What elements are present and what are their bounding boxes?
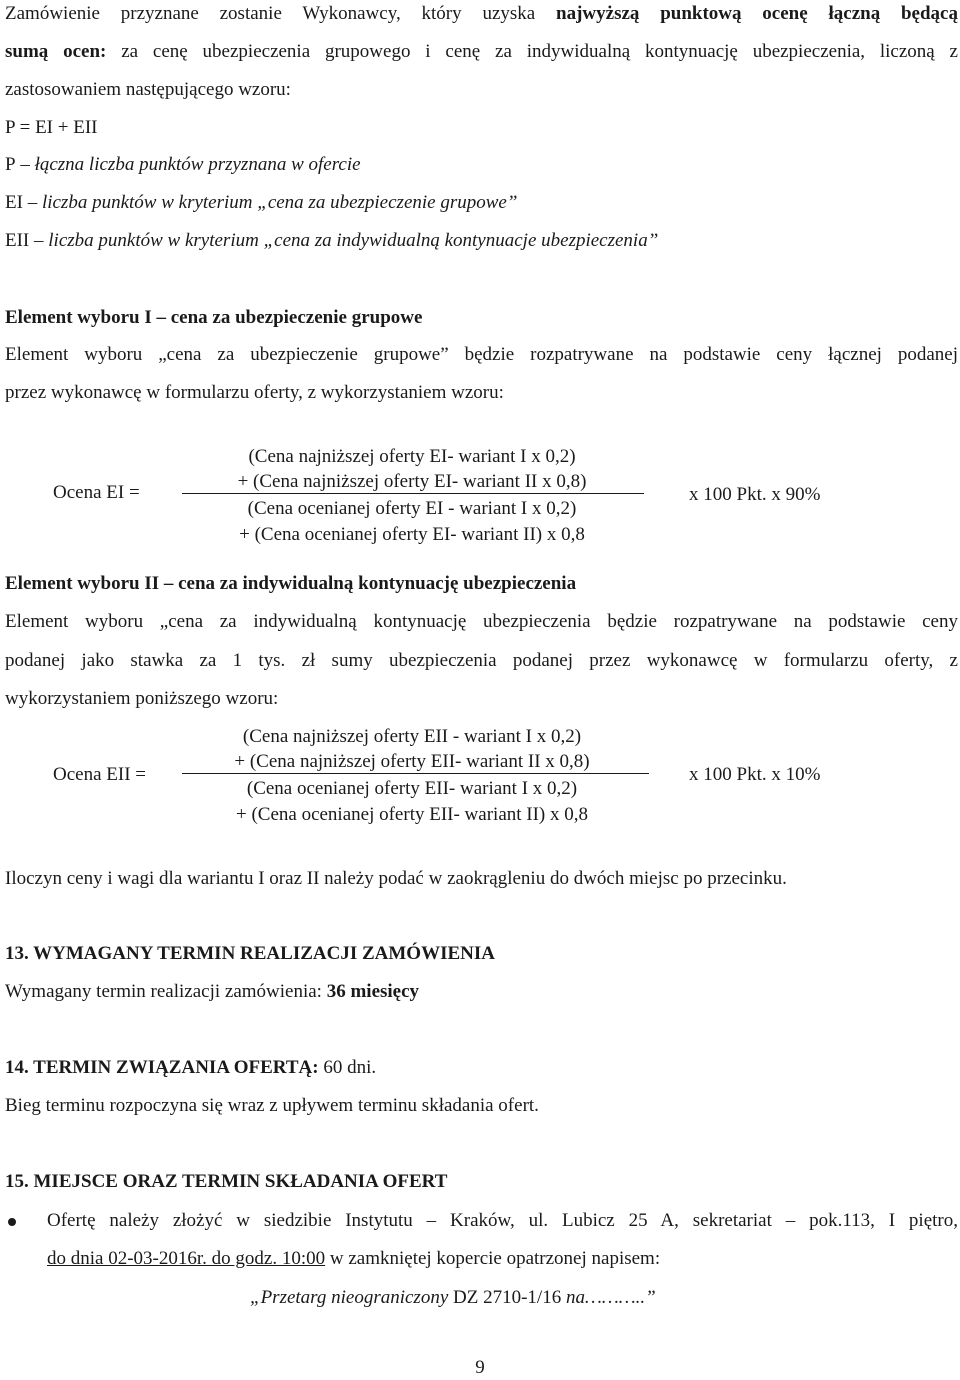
- definition-ei: EI – liczba punktów w kryterium „cena za ubezpieczenie grupowe”: [5, 192, 518, 213]
- formula-eii: [5, 718, 958, 828]
- intro-line-1: Zamówienie przyznane zostanie Wykonawcy, który uzyska najwyższą punktową ocenę łączną będącą: [5, 3, 958, 24]
- formula-ei-fraction-bar: [182, 493, 644, 494]
- element-2-line-3: wykorzystaniem poniższego wzoru:: [5, 688, 279, 709]
- formula-eii-multiplier: x 100 Pkt. x 10%: [689, 764, 821, 785]
- definition-p: P – łączna liczba punktów przyznana w ofercie: [5, 154, 361, 175]
- bullet-icon: [8, 1218, 16, 1226]
- page-number: 9: [475, 1357, 485, 1378]
- formula-eii-denominator-1: (Cena ocenianej oferty EII- wariant I x 0,2): [246, 778, 578, 799]
- section-14-heading: 14. TERMIN ZWIĄZANIA OFERTĄ: 60 dni.: [5, 1057, 377, 1078]
- section-15-quote: „Przetarg nieograniczony DZ 2710-1/16 na………..”: [250, 1287, 656, 1308]
- formula-eii-denominator-2: + (Cena ocenianej oferty EII- wariant II) x 0,8: [235, 804, 589, 825]
- definition-eii: EII – liczba punktów w kryterium „cena za indywidualną kontynuacje ubezpieczenia”: [5, 230, 659, 251]
- element-1-heading: Element wyboru I – cena za ubezpieczenie grupowe: [5, 307, 423, 328]
- element-2-line-2: podanej jako stawka za 1 tys. zł sumy ubezpieczenia podanej przez wykonawcę w formularzu oferty, z: [5, 650, 958, 671]
- formula-ei-numerator-2: + (Cena najniższej oferty EI- wariant II x 0,8): [237, 471, 587, 492]
- section-14-text: Bieg terminu rozpoczyna się wraz z upływem terminu składania ofert.: [5, 1095, 539, 1116]
- formula-ei-multiplier: x 100 Pkt. x 90%: [689, 484, 821, 505]
- formula-eii-numerator-1: (Cena najniższej oferty EII - wariant I x 0,2): [242, 726, 582, 747]
- formula-eii-label: Ocena EII =: [53, 764, 146, 785]
- formula-eii-numerator-2: + (Cena najniższej oferty EII- wariant II x 0,8): [234, 751, 590, 772]
- element-2-heading: Element wyboru II – cena za indywidualną kontynuację ubezpieczenia: [5, 573, 577, 594]
- formula-ei-denominator-2: + (Cena ocenianej oferty EI- wariant II) x 0,8: [239, 524, 585, 545]
- intro-line-3: zastosowaniem następującego wzoru:: [5, 79, 291, 100]
- formula-ei-denominator-1: (Cena ocenianej oferty EI - wariant I x 0,2): [247, 498, 577, 519]
- formula-ei-label: Ocena EI =: [53, 482, 140, 503]
- section-15-bullet-line-2: do dnia 02-03-2016r. do godz. 10:00 w zamkniętej kopercie opatrzonej napisem:: [47, 1248, 661, 1269]
- intro-line-2: sumą ocen: za cenę ubezpieczenia grupowego i cenę za indywidualną kontynuację ubezpieczenia, liczoną z: [5, 41, 958, 62]
- section-15-bullet-line-1: Ofertę należy złożyć w siedzibie Instytutu – Kraków, ul. Lubicz 25 A, sekretariat – pok.113, I piętro,: [47, 1210, 958, 1231]
- formula-ei: [5, 438, 958, 548]
- section-15-heading: 15. MIEJSCE ORAZ TERMIN SKŁADANIA OFERT: [5, 1171, 448, 1192]
- element-2-line-1: Element wyboru „cena za indywidualną kontynuację ubezpieczenia będzie rozpatrywane na podstawie ceny: [5, 611, 958, 632]
- element-1-line-2: przez wykonawcę w formularzu oferty, z wykorzystaniem wzoru:: [5, 382, 504, 403]
- formula-ei-numerator-1: (Cena najniższej oferty EI- wariant I x 0,2): [248, 446, 576, 467]
- intro-formula: P = EI + EII: [5, 117, 98, 138]
- element-1-line-1: Element wyboru „cena za ubezpieczenie grupowe” będzie rozpatrywane na podstawie ceny łącznej podanej: [5, 344, 958, 365]
- rounding-note: Iloczyn ceny i wagi dla wariantu I oraz II należy podać w zaokrągleniu do dwóch miejsc po przecinku.: [5, 868, 787, 889]
- section-13-text: Wymagany termin realizacji zamówienia: 36 miesięcy: [5, 981, 420, 1002]
- formula-eii-fraction-bar: [182, 773, 649, 774]
- section-13-heading: 13. WYMAGANY TERMIN REALIZACJI ZAMÓWIENIA: [5, 943, 495, 964]
